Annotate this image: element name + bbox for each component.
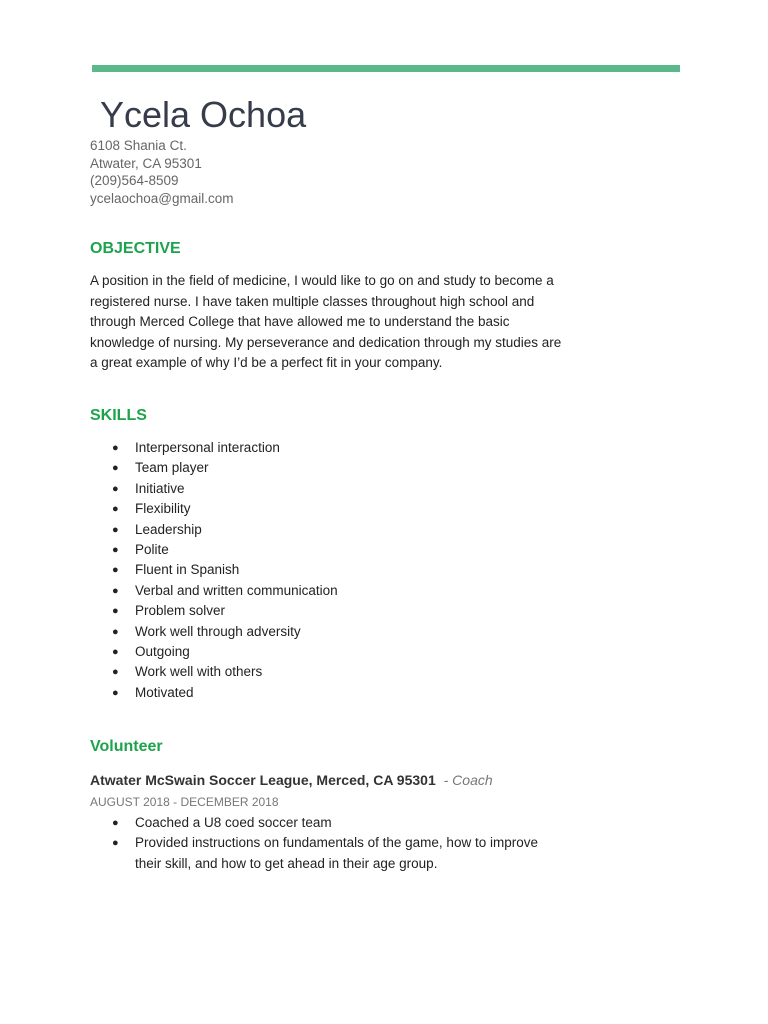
- skill-label: Verbal and written communication: [135, 582, 338, 598]
- skill-label: Problem solver: [135, 603, 226, 619]
- list-item: [90, 813, 555, 833]
- bullet-icon: ●: [112, 564, 119, 577]
- volunteer-position: [90, 771, 493, 789]
- bullet-icon: ●: [112, 625, 119, 638]
- list-item: [90, 438, 338, 458]
- list-item: [90, 520, 338, 540]
- bullet-icon: ●: [112, 837, 119, 850]
- role-title: - Coach: [443, 772, 493, 788]
- skill-label: Work well with others: [135, 664, 263, 680]
- skill-label: Outgoing: [135, 644, 190, 660]
- objective-heading: OBJECTIVE: [90, 240, 181, 257]
- bullet-icon: ●: [112, 605, 119, 618]
- candidate-name: Ycela Ochoa: [100, 94, 307, 135]
- bullet-icon: ●: [112, 646, 119, 659]
- skill-label: Fluent in Spanish: [135, 562, 240, 578]
- list-item: [90, 683, 338, 703]
- list-item: [90, 499, 338, 519]
- skills-list: [90, 438, 338, 703]
- address-line-2: Atwater, CA 95301: [90, 155, 202, 171]
- list-item: [90, 560, 338, 580]
- list-item: [90, 833, 555, 874]
- contact-block: [90, 137, 234, 208]
- list-item: [90, 458, 338, 478]
- skill-label: Leadership: [135, 521, 202, 537]
- duty-text: Provided instructions on fundamentals of the game, how to improve their skill, and how to get ahead in their age group.: [135, 835, 538, 871]
- bullet-icon: ●: [112, 442, 119, 454]
- bullet-icon: ●: [112, 584, 119, 597]
- skill-label: Polite: [135, 542, 169, 558]
- skill-label: Interpersonal interaction: [135, 440, 280, 455]
- duty-text: Coached a U8 coed soccer team: [135, 815, 332, 830]
- list-item: [90, 622, 338, 642]
- bullet-icon: ●: [112, 523, 119, 536]
- skills-heading: SKILLS: [90, 407, 147, 424]
- list-item: [90, 662, 338, 682]
- objective-text: A position in the field of medicine, I would like to go on and study to become a registered nurse. I have taken multiple classes throughout high school and through Merced College that have allowed me to understand the basic knowledge of nursing. My perseverance and dedication through my studies are a great example of why I’d be a perfect fit in your company.: [90, 273, 562, 370]
- list-item: [90, 540, 338, 560]
- bullet-icon: ●: [112, 482, 119, 495]
- skill-label: Motivated: [135, 684, 194, 700]
- organization-name: Atwater McSwain Soccer League, Merced, CA 95301: [90, 772, 436, 788]
- bullet-icon: ●: [112, 544, 119, 557]
- email-address: ycelaochoa@gmail.com: [90, 191, 234, 207]
- phone-number: (209)564-8509: [90, 173, 179, 189]
- list-item: [90, 581, 338, 601]
- bullet-icon: ●: [112, 666, 119, 679]
- bullet-icon: ●: [112, 503, 119, 516]
- address-line-1: 6108 Shania Ct.: [90, 138, 187, 153]
- list-item: [90, 642, 338, 662]
- bullet-icon: ●: [112, 686, 119, 699]
- volunteer-duties-list: [90, 813, 555, 874]
- skill-label: Work well through adversity: [135, 623, 301, 639]
- skill-label: Team player: [135, 460, 209, 476]
- volunteer-dates: AUGUST 2018 - DECEMBER 2018: [90, 795, 279, 809]
- header-accent-bar: [92, 65, 680, 72]
- bullet-icon: ●: [112, 462, 119, 475]
- volunteer-heading: Volunteer: [90, 738, 163, 755]
- skill-label: Flexibility: [135, 501, 191, 517]
- list-item: [90, 479, 338, 499]
- skill-label: Initiative: [135, 480, 185, 496]
- bullet-icon: ●: [112, 817, 119, 829]
- list-item: [90, 601, 338, 621]
